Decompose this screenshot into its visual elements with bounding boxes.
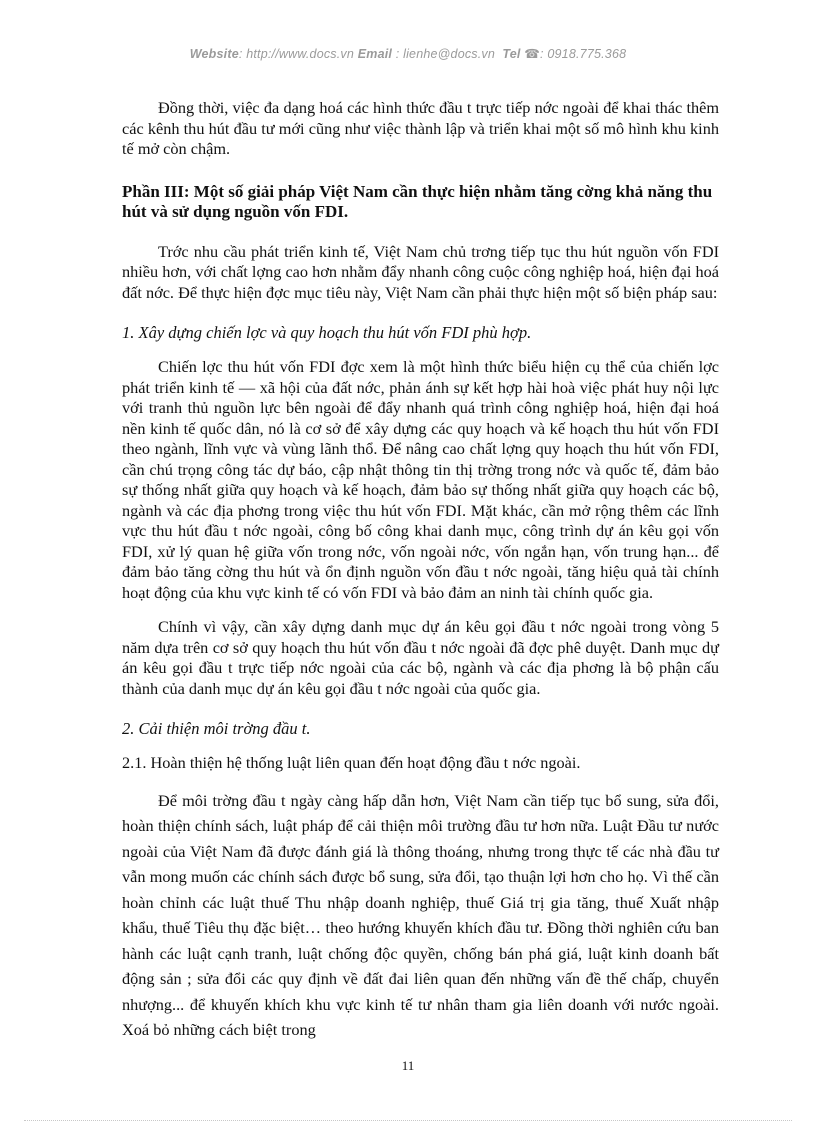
- subsection-heading-2: 2. Cải thiện môi trờng đầu t.: [122, 719, 311, 738]
- email-value: : lienhe@docs.vn: [392, 47, 496, 61]
- paragraph-law-reform: Để môi trờng đầu t ngày càng hấp dẫn hơn, Việt Nam cần tiếp tục bổ sung, sửa đổi, hoàn thiện chính sách, luật pháp để cải thiện môi trường đầu tư hơn nữa. Luật Đầu tư nước ngoài của Việt Nam đã được đánh giá là thông thoáng, nhưng trong thực tế các nhà đầu tư vẫn mong muốn các chính sách được bổ sung, sửa đổi, tạo thuận lợi hơn cho họ. Vì thế cần hoàn chỉnh các luật thuế Thu nhập doanh nghiệp, thuế Giá trị gia tăng, thuế Xuất nhập khẩu, thuế Tiêu thụ đặc biệt… theo hướng khuyến khích đầu tư. Đồng thời nghiên cứu ban hành các luật cạnh tranh, luật chống độc quyền, chống bán phá giá, luật kinh doanh bất động sản ; sửa đổi các quy định về đất đai liên quan đến những vấn đề thế chấp, chuyển nhượng... để khuyến khích khu vực kinh tế tư nhân tham gia liên doanh với nước ngoài. Xoá bỏ những cách biệt trong: [122, 790, 719, 1039]
- paragraph-project-list: Chính vì vậy, cần xây dựng danh mục dự án kêu gọi đầu t nớc ngoài trong vòng 5 năm dựa trên cơ sở quy hoạch thu hút vốn đầu t nớc ngoài đã đợc phê duyệt. Danh mục dự án kêu gọi đầu t trực tiếp nớc ngoài của các bộ, ngành và các địa phơng là bộ phận cấu thành của danh mục dự án kêu gọi đầu t nớc ngoài của quốc gia.: [122, 617, 719, 698]
- paragraph-part-3-intro: Trớc nhu cầu phát triển kinh tế, Việt Nam chủ trơng tiếp tục thu hút nguồn vốn FDI nhiều hơn, với chất lợng cao hơn nhằm đẩy nhanh công cuộc công nghiệp hoá, hiện đại hoá đất nớc. Để thực hiện đợc mục tiêu này, Việt Nam cần phải thực hiện một số biện pháp sau:: [122, 241, 719, 302]
- page-header: [0, 46, 816, 61]
- tel-value: ☎: 0918.775.368: [520, 47, 627, 61]
- website-label: Website: [189, 47, 239, 61]
- email-label: Email: [357, 47, 393, 61]
- page-content: [122, 98, 719, 1043]
- website-value: : http://www.docs.vn: [238, 47, 355, 61]
- paragraph-strategy: Chiến lợc thu hút vốn FDI đợc xem là một hình thức biểu hiện cụ thể của chiến lợc phát triển kinh tế — xã hội của đất nớc, phản ánh sự kết hợp hài hoà việc phát huy nội lực với tranh thủ nguồn lực bên ngoài để đẩy nhanh quá trình công nghiệp hoá, hiện đại hoá nền kinh tế quốc dân, nó là cơ sở để xây dựng các quy hoạch và kế hoạch thu hút vốn FDI theo ngành, lĩnh vực và vùng lãnh thổ. Để nâng cao chất lợng quy hoạch thu hút vốn FDI, cần chú trọng công tác dự báo, cập nhật thông tin thị trờng trong nớc và quốc tế, đảm bảo sự thống nhất giữa quy hoạch và kế hoạch, đảm bảo sự thống nhất giữa quy hoạch các bộ, ngành và các địa phơng trong việc thu hút vốn FDI. Mặt khác, cần mở rộng thêm các lĩnh vực thu hút đầu t nớc ngoài, công bố công khai danh mục, công trình dự án kêu gọi vốn FDI, xử lý quan hệ giữa vốn trong nớc, vốn ngoài nớc, vốn ngắn hạn, vốn trung hạn... để đảm bảo tăng cờng thu hút và ổn định nguồn vốn đầu t nớc ngoài, tăng hiệu quả tài chính hoạt động của khu vực kinh tế có vốn FDI và bảo đảm an ninh tài chính quốc gia.: [122, 357, 719, 602]
- section-heading-part-3: Phần III: Một số giải pháp Việt Nam cần thực hiện nhằm tăng cờng khả năng thu hút và sử dụng nguồn vốn FDI.: [122, 181, 713, 221]
- subsection-heading-1: 1. Xây dựng chiến lợc và quy hoạch thu hút vốn FDI phù hợp.: [122, 323, 532, 342]
- paragraph-intro: Đồng thời, việc đa dạng hoá các hình thức đầu t trực tiếp nớc ngoài để khai thác thêm các kênh thu hút đầu tư mới cũng như việc thành lập và triển khai một số mô hình khu kinh tế mở còn chậm.: [122, 98, 719, 158]
- page-bottom-divider: [24, 1120, 792, 1121]
- page-number: 11: [401, 1058, 415, 1073]
- subsection-heading-2-1: 2.1. Hoàn thiện hệ thống luật liên quan đến hoạt động đầu t nớc ngoài.: [122, 753, 581, 772]
- tel-label: Tel: [502, 47, 521, 61]
